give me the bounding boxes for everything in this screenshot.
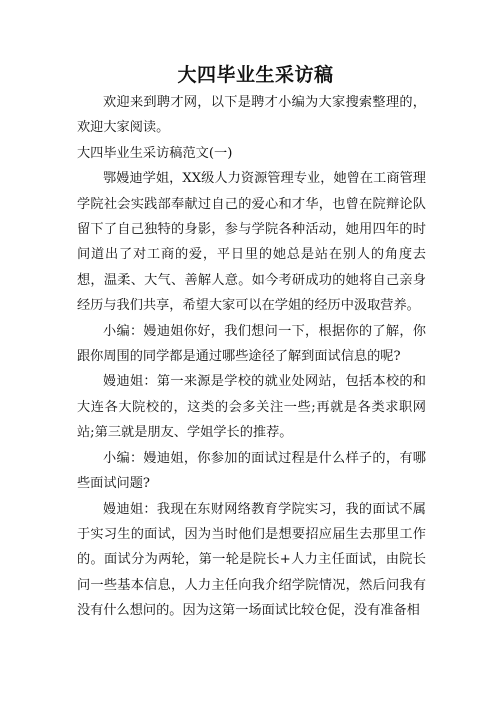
body-paragraph: 小编：嫚迪姐，你参加的面试过程是什么样子的，有哪些面试问题?	[77, 450, 426, 492]
document-title: 大四毕业生采访稿	[177, 64, 334, 86]
body-paragraph: 嫚迪姐：我现在东财网络教育学院实习，我的面试不属于实习生的面试，因为当时他们是想要招应届生去那里工作的。面试分为两轮，第一轮是院长+人力主任面试，由院长问一些基本信息，人力主任向我介绍学院情况，然后问我有没有什么想问的。因为这第一场面试比较仓促，没有准备相	[77, 501, 426, 619]
document-body	[77, 90, 426, 624]
body-paragraph: 欢迎来到聘才网，以下是聘才小编为大家搜索整理的，欢迎大家阅读。	[77, 95, 426, 136]
section-heading: 大四毕业生采访稿范文(一)	[77, 145, 233, 161]
body-paragraph: 嫚迪姐：第一来源是学校的就业处网站，包括本校的和大连各大院校的，这类的会多关注一些;再就是各类求职网站;第三就是朋友、学姐学长的推荐。	[77, 374, 426, 441]
body-paragraph: 小编：嫚迪姐你好，我们想问一下，根据你的了解，你跟你周围的同学都是通过哪些途径了解到面试信息的呢?	[77, 323, 426, 365]
body-paragraph: 鄂嫚迪学姐，XX级人力资源管理专业，她曾在工商管理学院社会实践部奉献过自己的爱心和才华，也曾在院辩论队留下了自己独特的身影，参与学院各种活动，她用四年的时间道出了对工商的爱，平日里的她总是站在别人的角度去想，温柔、大气、善解人意。如今考研成功的她将自己亲身经历与我们共享，希望大家可以在学姐的经历中汲取营养。	[77, 171, 426, 314]
